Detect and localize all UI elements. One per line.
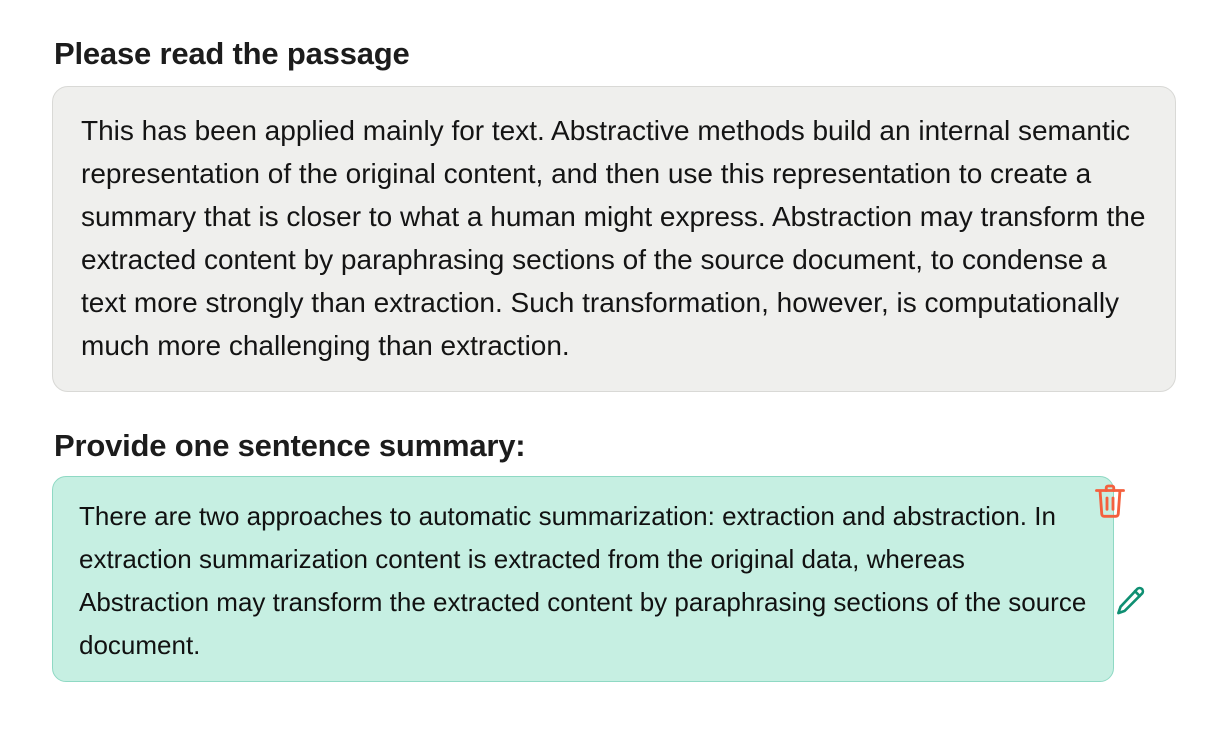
- pencil-icon: [1113, 608, 1147, 623]
- passage-text-box: This has been applied mainly for text. Abstractive methods build an internal semantic representation of the original content, and then use this representation to create a summary that is closer to what a human might express. Abstraction may transform the extracted content by paraphrasing sections of the source document, to condense a text more strongly than extraction. Such transformation, however, is computationally much more challenging than extraction.: [52, 86, 1176, 392]
- summary-actions: [1065, 476, 1177, 676]
- edit-summary-button[interactable]: [1113, 584, 1147, 620]
- trash-icon: [1092, 509, 1128, 524]
- page-title: Please read the passage: [54, 36, 410, 71]
- summary-row: [52, 476, 1177, 682]
- summary-prompt-label: Provide one sentence summary:: [54, 428, 526, 463]
- summary-input[interactable]: There are two approaches to automatic summarization: extraction and abstraction. In extraction summarization content is extracted from the original data, whereas Abstraction may transform the extracted content by paraphrasing sections of the source document.: [52, 476, 1114, 682]
- delete-summary-button[interactable]: [1092, 481, 1128, 521]
